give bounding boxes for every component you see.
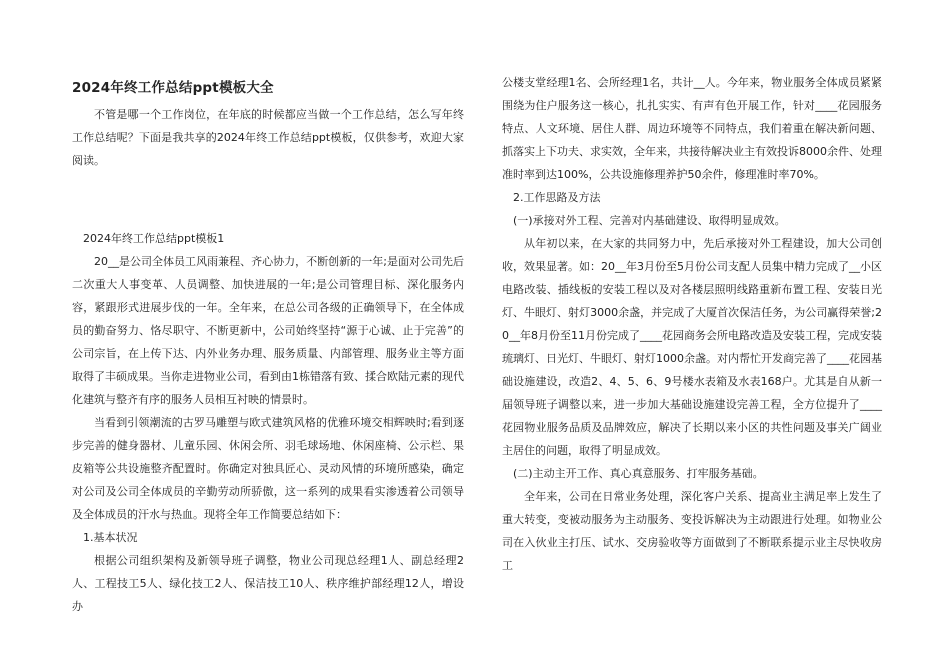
section-heading: (一)承接对外工程、完善对内基础建设、取得明显成效。 — [513, 214, 786, 227]
paragraph: 从年初以来，在大家的共同努力中，先后承接对外工程建设，加大公司创收，效果显著。如：20__年3月份至5月份公司支配人员集中精力完成了__小区电路改装、插线板的安装工程以及对各楼层照明线路重新布置工程、安装日光灯、牛眼灯、射灯3000余盏，并完成了大厦首次保洁任务，为公司赢得荣誉;20__年8月份至11月份完成了____花园商务会所电路改造及安装工程，完成安装琉璃灯、日光灯、牛眼灯、射灯1000余盏。对内帮忙开发商完善了____花园基础设施建设，改造2、4、5、6、9号楼水表箱及水表168户。尤其是自从新一届领导班子调整以来，进一步加大基础设施建设完善工程，全方位提升了____花园物业服务品质及品牌效应，解决了长期以来小区的共性问题及事关广阔业主居住的问题，取得了明显成效。 — [502, 237, 882, 457]
section-heading: 1.基本状况 — [83, 531, 138, 544]
paragraph: 不管是哪一个工作岗位，在年底的时候都应当做一个工作总结，怎么写年终工作总结呢？下面是我共享的2024年终工作总结ppt模板，仅供参考，欢迎大家阅读。 — [72, 108, 464, 167]
left-column — [72, 0, 464, 618]
right-column-body — [502, 71, 882, 577]
section-heading: 2.工作思路及方法 — [513, 191, 601, 204]
section-heading: (二)主动主开工作、真心真意服务、打牢服务基础。 — [513, 467, 764, 480]
blank-line — [72, 188, 464, 211]
section-heading: 2024年终工作总结ppt模板1 — [83, 232, 225, 245]
paragraph: 当看到引领潮流的古罗马雕塑与欧式建筑风格的优雅环境交相辉映时;看到逐步完善的健身器材、儿童乐园、休闲会所、羽毛球场地、休闲座椅、公示栏、果皮箱等公共设施整齐配置时。你确定对独具匠心、灵动风情的环境所感染，确定对公司及公司全体成员的辛勤劳动所骄傲，这一系列的成果看实渗透着公司领导及全体成员的汗水与热血。现将全年工作简要总结如下： — [72, 416, 464, 521]
paragraph: 全年来，公司在日常业务处理，深化客户关系、提高业主满足率上发生了重大转变，变被动服务为主动服务、变投诉解决为主动跟进行处理。如物业公司在入伙业主打压、试水、交房验收等方面做到了不断联系提示业主尽快收房工 — [502, 490, 882, 572]
paragraph: 根据公司组织架构及新领导班子调整，物业公司现总经理1人、副总经理2人、工程技工5人、绿化技工2人、保洁技工10人、秩序维护部经理12人，增设办 — [72, 554, 464, 613]
right-column — [502, 0, 882, 577]
left-column-body — [72, 103, 464, 618]
paragraph-continued: 公楼支堂经理1名、会所经理1名，共计__人。今年来，物业服务全体成员紧紧围绕为住户服务这一核心，扎扎实实、有声有色开展工作，针对____花园服务特点、人文环境、居住人群、周边环境等不同特点，我们着重在解决新问题、抓落实上下功夫、求实效，全年来，共接待解决业主有效投诉8000余件、处理准时率到达100%，公共设施修理养护50余件，修理准时率70%。 — [502, 76, 882, 181]
paragraph: 20__是公司全体员工风雨兼程、齐心协力，不断创新的一年;是面对公司先后二次重大人事变革、人员调整、加快进展的一年;是公司管理目标、深化服务内容，紧跟形式进展步伐的一年。全年来，在总公司各级的正确领导下，在全体成员的勤奋努力、恪尽职守、不断更新中，公司始终坚持“源于心诚、止于完善”的公司宗旨，在上传下达、内外业务办理、服务质量、内部管理、服务业主等方面取得了丰硕成果。当你走进物业公司，看到由1栋错落有致、揉合欧陆元素的现代化建筑与整齐有序的服务人员相互衬映的情景时。 — [72, 255, 464, 406]
document-title: 2024年终工作总结ppt模板大全 — [72, 80, 274, 96]
